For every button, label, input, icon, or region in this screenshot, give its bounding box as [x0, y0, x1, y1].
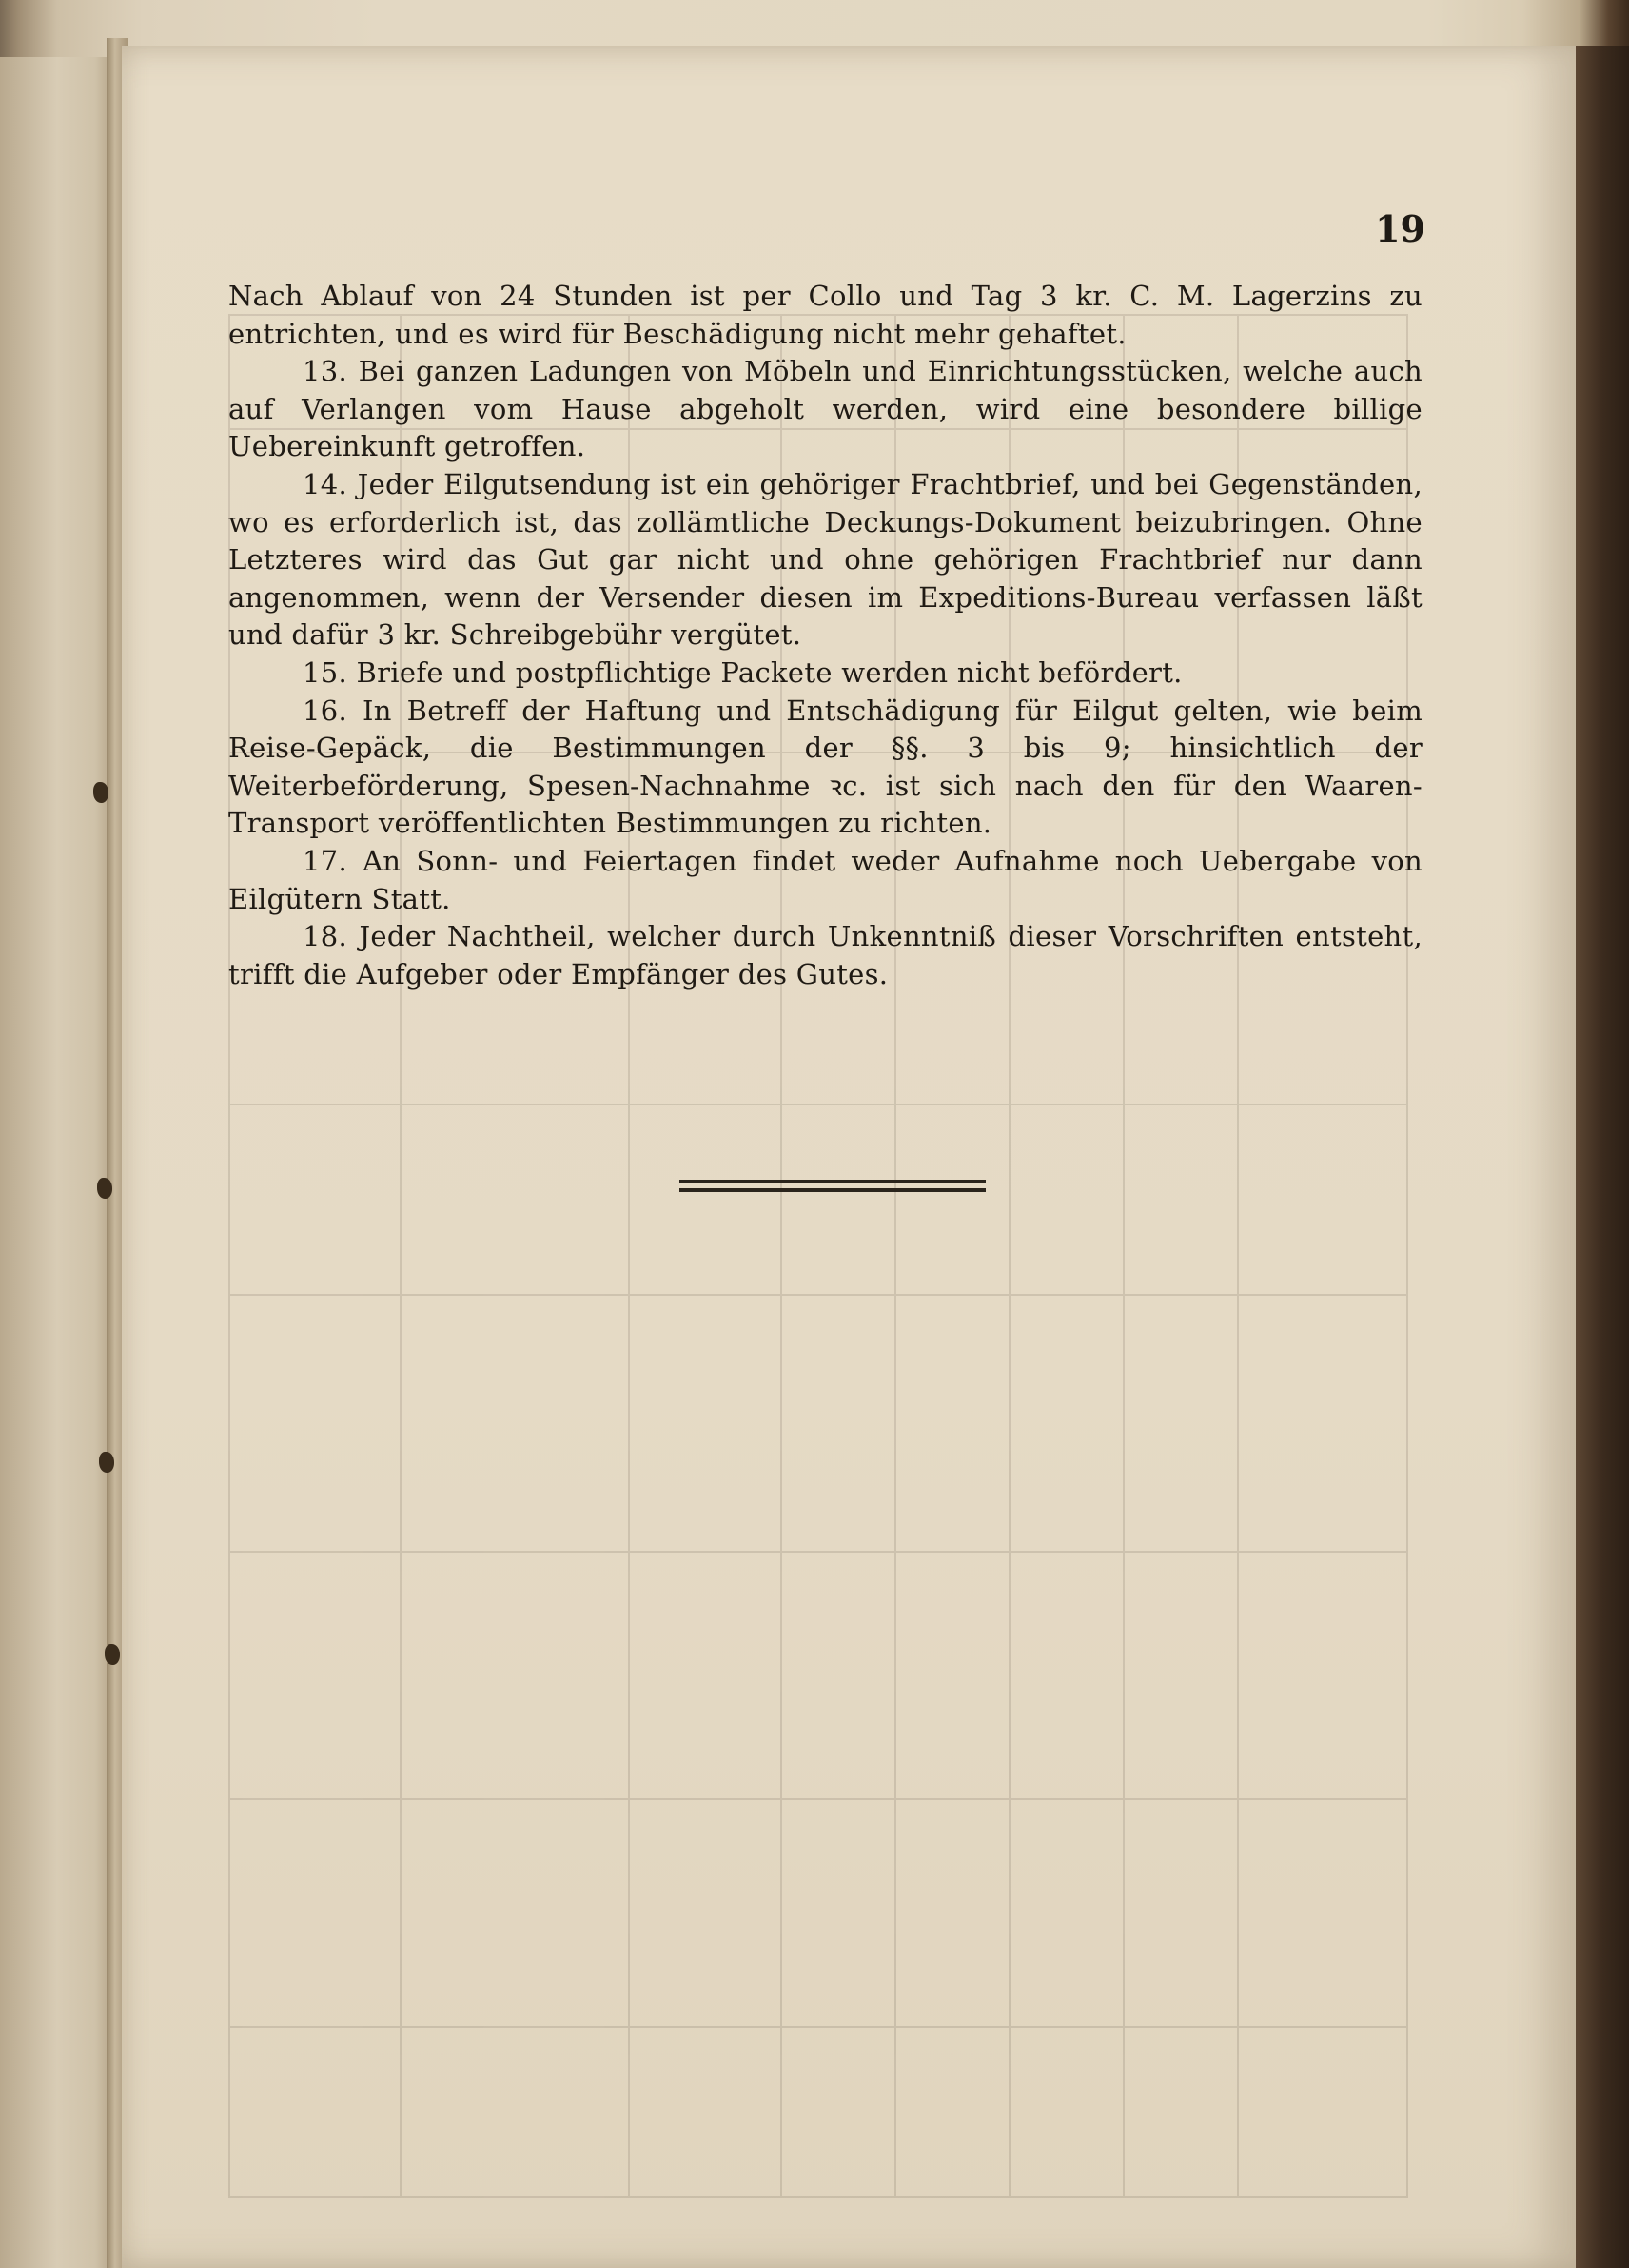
binding-hole	[93, 782, 108, 803]
binding-hole	[97, 1178, 112, 1199]
page-number: 19	[1375, 207, 1425, 250]
paragraph-17: 17. An Sonn- und Feiertagen findet weder Aufnahme noch Uebergabe von Eilgütern Statt.	[228, 844, 1423, 915]
rule-line-top	[679, 1180, 986, 1183]
book-cover-edge	[1576, 46, 1629, 2268]
paragraph-16: 16. In Betreff der Haftung und Entschädigung für Eilgut gelten, wie beim Reise-Gepäck, die Bestimmungen der §§. 3 bis 9; hinsichtlich der Weiterbeförderung, Spesen-Nachnahme ꝛc. ist sich nach den für den Waaren-Transport veröffentlichten Bestimmungen zu richten.	[228, 694, 1423, 840]
double-rule-divider	[679, 1180, 986, 1195]
rule-line-bottom	[679, 1188, 986, 1192]
paragraph-18: 18. Jeder Nachtheil, welcher durch Unkenntniß dieser Vorschriften entsteht, trifft die Aufgeber oder Empfänger des Gutes.	[228, 920, 1423, 990]
binding-hole	[105, 1644, 120, 1665]
paragraph-13: 13. Bei ganzen Ladungen von Möbeln und Einrichtungsstücken, welche auch auf Verlangen vom Hause abgeholt werden, wird eine besondere billige Uebereinkunft getroffen.	[228, 355, 1423, 463]
binding-hole	[99, 1452, 114, 1473]
paragraph-15: 15. Briefe und postpflichtige Packete werden nicht befördert.	[303, 655, 1183, 689]
left-page-edge	[0, 57, 114, 2268]
paragraph-lagerzins: Nach Ablauf von 24 Stunden ist per Collo und Tag 3 kr. C. M. Lagerzins zu entrichten, und es wird für Beschädigung nicht mehr gehaftet.	[228, 280, 1423, 350]
paragraph-14: 14. Jeder Eilgutsendung ist ein gehöriger Frachtbrief, und bei Gegenständen, wo es erforderlich ist, das zollämtliche Deckungs-Dokument beizubringen. Ohne Letzteres wird das Gut gar nicht und ohne gehörigen Frachtbrief nur dann angenommen, wenn der Versender diesen im Expeditions-Bureau verfassen läßt und dafür 3 kr. Schreibgebühr vergütet.	[228, 467, 1423, 652]
body-text	[228, 278, 1423, 993]
